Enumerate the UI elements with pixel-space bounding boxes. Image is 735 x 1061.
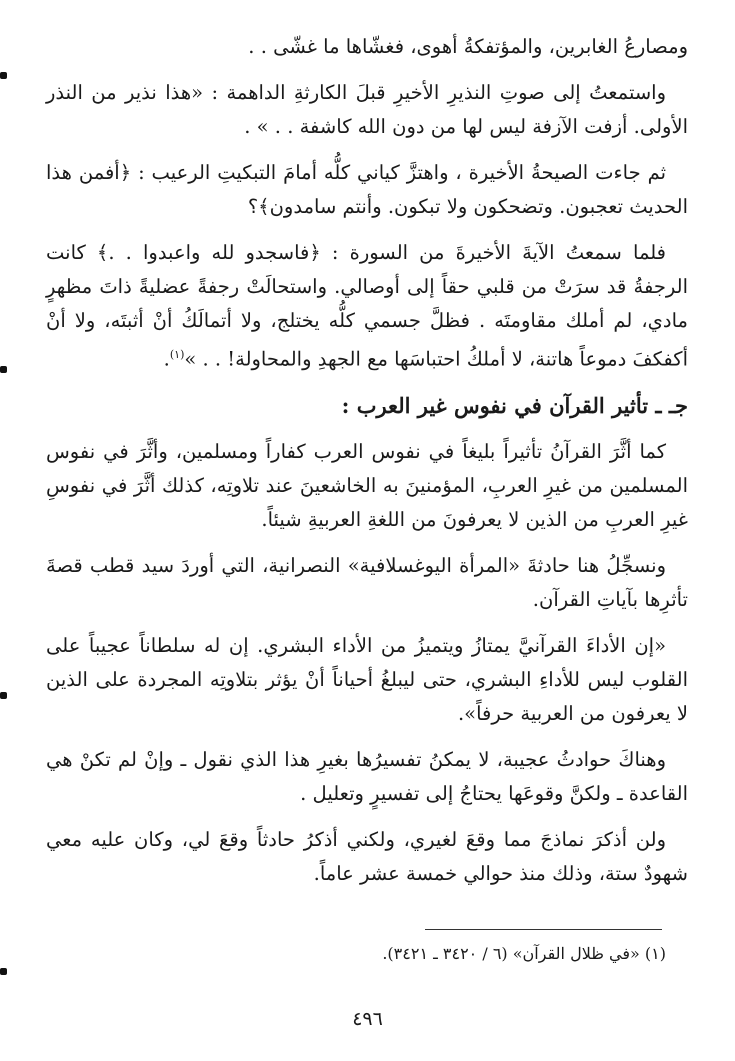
footnote-divider: [425, 929, 662, 930]
scan-edge-mark: [0, 72, 7, 79]
scan-edge-mark: [0, 692, 7, 699]
paragraph-5: كما أثَّرَ القرآنُ تأثيراً بليغاً في نفوس العرب كفاراً ومسلمين، وأثَّرَ في نفوس المسلمين من غيرِ العربِ، المؤمنينَ به الخاشعينَ عند تلاوتِه، كذلك أثَّرَ في نفوسِ غيرِ العربِ من الذين لا يعرفونَ من اللغةِ العربيةِ شيئاً.: [46, 439, 688, 531]
paragraph-3: ثم جاءت الصيحةُ الأخيرة ، واهتزَّ كياني كلُّه أمامَ التبكيتِ الرعيب : ﴿أفمن هذا الحديث تعجبون. وتضحكون ولا تبكون. وأنتم سامدون﴾؟: [46, 161, 688, 218]
footnote-reference: (١): [169, 348, 185, 361]
scan-edge-mark: [0, 366, 7, 373]
paragraph-4-text: فلما سمعتُ الآيةَ الأخيرةَ من السورة : ﴿فاسجدو لله واعبدوا . .﴾ كانت الرجفةُ قد سرَتْ من قلبي حقاً إلى أوصالي. واستحالَتْ رجفةً عضليةً ذاتَ مظهرٍ مادي، لم أملك مقاومتَه . فظلَّ جسمي كلُّه يختلج، ولا أتمالَكُ أنْ أثبتَه، ولا أنْ أكفكفَ دموعاً هاتنة، لا أملكُ احتباسَها مع الجهدِ والمحاولة! . . »: [46, 241, 688, 371]
scan-edge-mark: [0, 968, 7, 975]
paragraph-6: ونسجِّلُ هنا حادثةَ «المرأة اليوغسلافية» النصرانية، التي أوردَ سيد قطب قصةَ تأثرِها بآياتِ القرآن.: [46, 553, 688, 611]
paragraph-2: واستمعتُ إلى صوتِ النذيرِ الأخيرِ قبلَ الكارثةِ الداهمة : «هذا نذير من النذر الأولى. أزفت الآزفة ليس لها من دون الله كاشفة . . » .: [46, 81, 688, 138]
paragraph-4: فلما سمعتُ الآيةَ الأخيرةَ من السورة : ﴿فاسجدو لله واعبدوا . .﴾ كانت الرجفةُ قد سرَتْ من قلبي حقاً إلى أوصالي. واستحالَتْ رجفةً عضليةً ذاتَ مظهرٍ مادي، لم أملك مقاومتَه . فظلَّ جسمي كلُّه يختلج، ولا أتمالَكُ أنْ أثبتَه، ولا أنْ أكفكفَ دموعاً هاتنة، لا أملكُ احتباسَها مع الجهدِ والمحاولة! . . »$^{(١)}$.: [46, 241, 688, 371]
paragraph-9: ولن أذكرَ نماذجَ مما وقعَ لغيري، ولكني أذكرُ حادثاً وقعَ لي، وكان عليه معي شهودٌ ستة، وذلك منذ حوالي خمسة عشر عاماً.: [46, 827, 688, 885]
section-heading: جـ ـ تأثير القرآن في نفوس غير العرب :: [341, 392, 688, 418]
paragraph-8: وهناكَ حوادثُ عجيبة، لا يمكنُ تفسيرُها بغيرِ هذا الذي نقول ـ وإنْ لم تكنْ هي القاعدة ـ ولكنَّ وقوعَها يحتاجُ إلى تفسيرٍ وتعليل .: [46, 747, 688, 805]
page-number: ٤٩٦: [352, 1008, 383, 1030]
paragraph-7: «إن الأداءَ القرآنيَّ يمتازُ ويتميزُ من الأداء البشري. إن له سلطاناً عجيباً على القلوب ليس للأداءِ البشري، حتى ليبلغُ أحياناً أنْ يؤثر بتلاوتِه المجردة على الذين لا يعرفون من العربية حرفاً».: [46, 633, 688, 725]
footnote: (١) «في ظلال القرآن» (٦ / ٣٤٢٠ ـ ٣٤٢١).: [382, 944, 666, 963]
main-text: [46, 30, 688, 903]
paragraph-1: ومصارعُ الغابرين، والمؤتفكةُ أهوى، فغشّاها ما غشّى . .: [248, 35, 688, 58]
